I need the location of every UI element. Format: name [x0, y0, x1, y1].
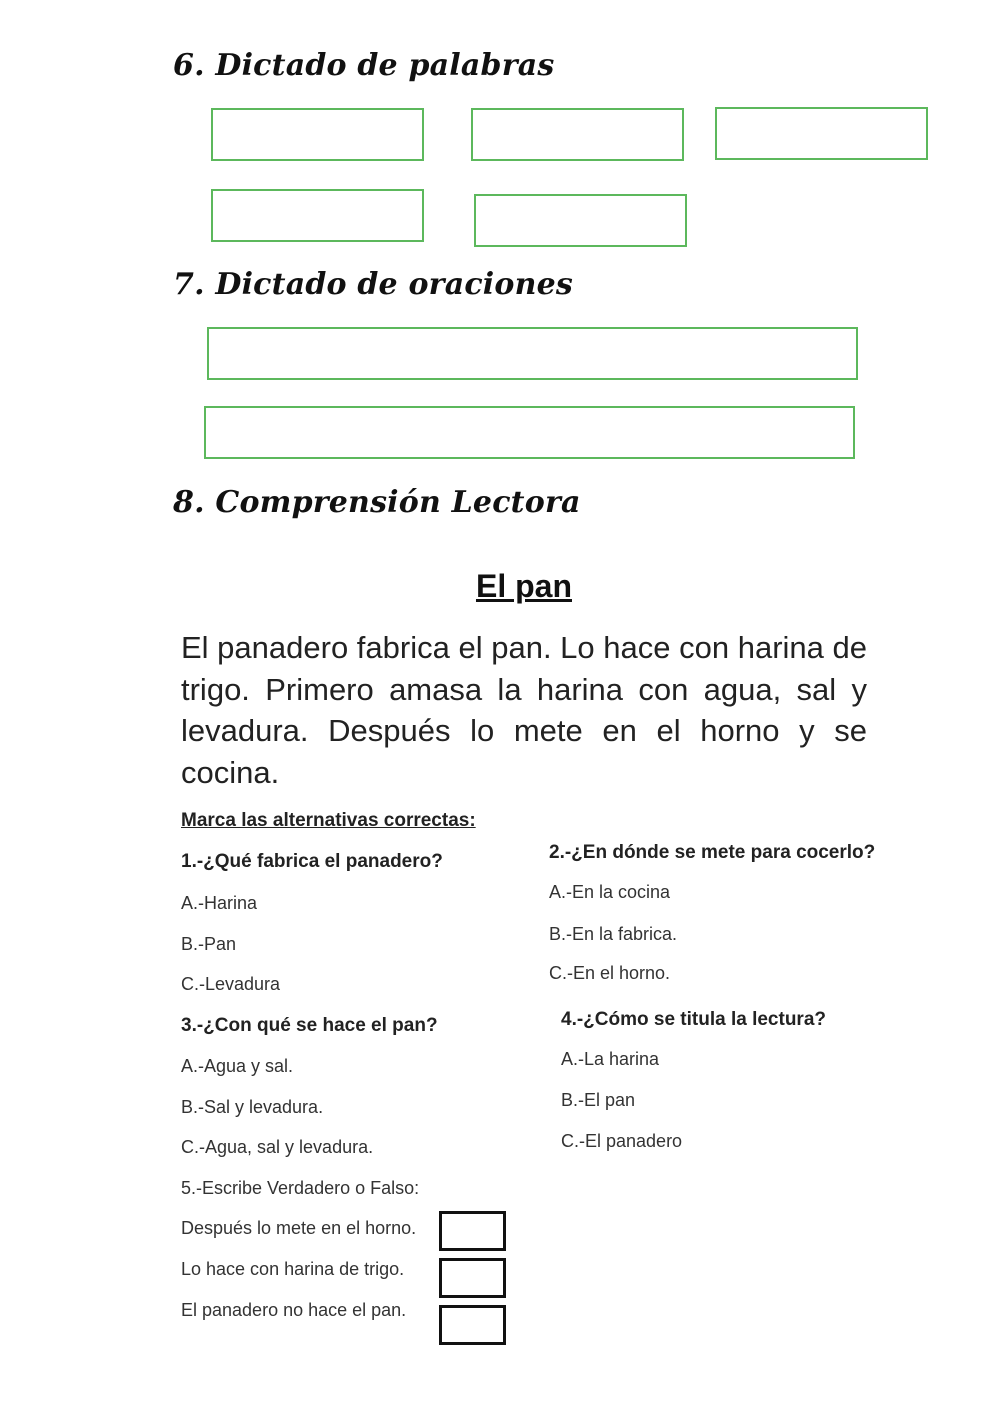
question-4: 4.-¿Cómo se titula la lectura? — [561, 1009, 826, 1030]
section-heading-dictado-oraciones: 7. Dictado de oraciones — [173, 267, 573, 302]
q3-option-a[interactable]: A.-Agua y sal. — [181, 1056, 294, 1076]
question-2: 2.-¿En dónde se mete para cocerlo? — [549, 842, 876, 863]
tf-statement-1: Después lo mete en el horno. — [181, 1218, 417, 1238]
word-input-1[interactable] — [211, 108, 424, 161]
word-input-3[interactable] — [715, 107, 928, 160]
tf-answer-box-1[interactable] — [439, 1211, 506, 1251]
tf-statement-3: El panadero no hace el pan. — [181, 1300, 407, 1320]
reading-passage: El panadero fabrica el pan. Lo hace con harina de trigo. Primero amasa la harina con agua, sal y levadura. Después lo mete en el horno y se cocina. — [181, 630, 867, 790]
question-5: 5.-Escribe Verdadero o Falso: — [181, 1178, 420, 1198]
word-input-2[interactable] — [471, 108, 684, 161]
sentence-input-2[interactable] — [204, 406, 855, 459]
q1-option-c[interactable]: C.-Levadura — [181, 974, 281, 994]
q1-option-a[interactable]: A.-Harina — [181, 893, 258, 913]
question-3: 3.-¿Con qué se hace el pan? — [181, 1015, 438, 1036]
word-input-4[interactable] — [211, 189, 424, 242]
q4-option-b[interactable]: B.-El pan — [561, 1090, 636, 1110]
q1-option-b[interactable]: B.-Pan — [181, 934, 237, 954]
sentence-input-1[interactable] — [207, 327, 858, 380]
q3-option-c[interactable]: C.-Agua, sal y levadura. — [181, 1137, 374, 1157]
q2-option-b[interactable]: B.-En la fabrica. — [549, 924, 678, 944]
tf-statement-2: Lo hace con harina de trigo. — [181, 1259, 405, 1279]
q4-option-c[interactable]: C.-El panadero — [561, 1131, 683, 1151]
q4-option-a[interactable]: A.-La harina — [561, 1049, 660, 1069]
section-heading-comprension-lectora: 8. Comprensión Lectora — [173, 485, 581, 520]
q2-option-a[interactable]: A.-En la cocina — [549, 882, 671, 902]
q3-option-b[interactable]: B.-Sal y levadura. — [181, 1097, 324, 1117]
tf-answer-box-3[interactable] — [439, 1305, 506, 1345]
q2-option-c[interactable]: C.-En el horno. — [549, 963, 671, 983]
section-heading-dictado-palabras: 6. Dictado de palabras — [173, 48, 555, 83]
reading-title: El pan — [475, 568, 572, 604]
tf-answer-box-2[interactable] — [439, 1258, 506, 1298]
word-input-5[interactable] — [474, 194, 687, 247]
question-1: 1.-¿Qué fabrica el panadero? — [181, 851, 443, 872]
questions-instruction: Marca las alternativas correctas: — [181, 810, 476, 831]
